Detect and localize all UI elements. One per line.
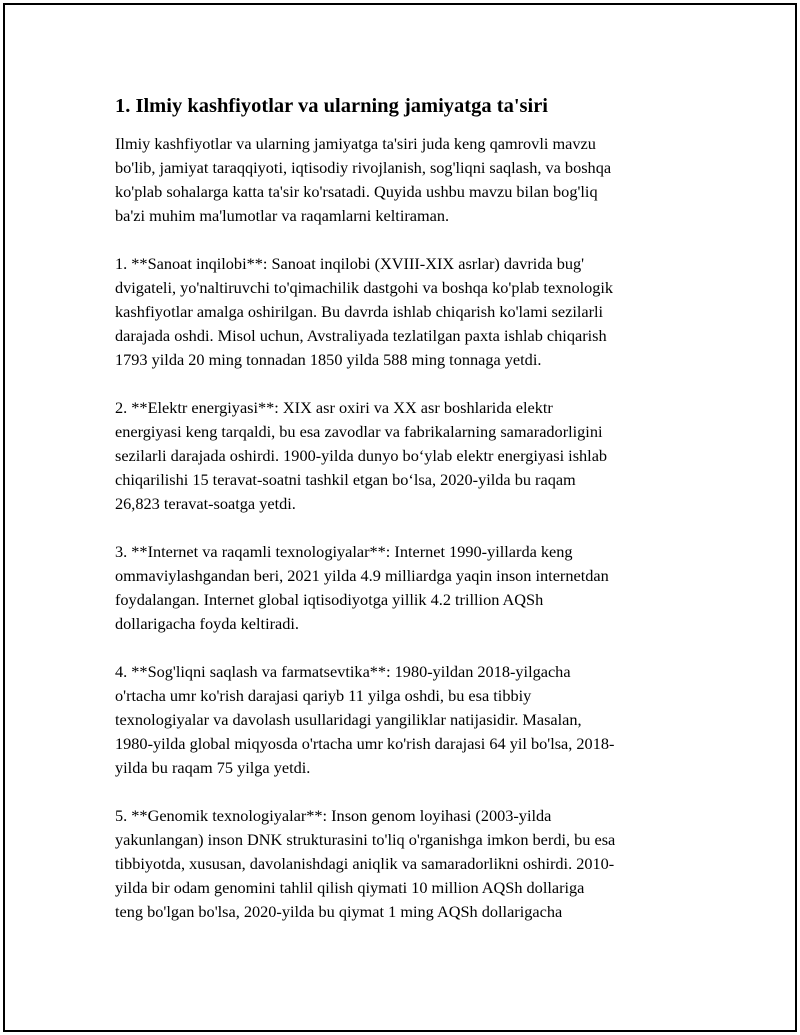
text-line: o'rtacha umr ko'rish darajasi qariyb 11 yilga oshdi, bu esa tibbiy [115,686,532,705]
text-line: 2. **Elektr energiyasi**: XIX asr oxiri va XX asr boshlarida elektr [115,398,553,417]
text-line: 4. **Sog'liqni saqlash va farmatsevtika**: 1980-yildan 2018-yilgacha [115,662,571,681]
text-line: texnologiyalar va davolash usullaridagi yangiliklar natijasidir. Masalan, [115,710,582,729]
text-line: 5. **Genomik texnologiyalar**: Inson genom loyihasi (2003-yilda [115,806,552,825]
text-line: ommaviylashgandan beri, 2021 yilda 4.9 milliardga yaqin inson internetdan [115,566,609,585]
text-line: yilda bu raqam 75 yilga yetdi. [115,758,311,777]
text-line: teng bo'lgan bo'lsa, 2020-yilda bu qiymat 1 ming AQSh dollarigacha [115,902,563,921]
list-item-paragraph [115,252,690,372]
text-line: 1793 yilda 20 ming tonnadan 1850 yilda 588 ming tonnaga yetdi. [115,350,542,369]
text-line: kashfiyotlar amalga oshirilgan. Bu davrda ishlab chiqarish ko'lami sezilarli [115,302,604,321]
text-line: tibbiyotda, xususan, davolanishdagi aniqlik va samaradorlikni oshirdi. 2010- [115,854,615,873]
text-line: foydalangan. Internet global iqtisodiyotga yillik 4.2 trillion AQSh [115,590,544,609]
intro-paragraph [115,132,690,228]
text-line: 26,823 teravat-soatga yetdi. [115,494,296,513]
list-item-paragraph [115,540,690,636]
section-heading: 1. Ilmiy kashfiyotlar va ularning jamiyatga ta'siri [115,95,548,117]
paragraph-list [115,132,690,924]
list-item-paragraph [115,660,690,780]
text-line: energiyasi keng tarqaldi, bu esa zavodlar va fabrikalarning samaradorligini [115,422,603,441]
text-line: sezilarli darajada oshirdi. 1900-yilda dunyo bo‘ylab elektr energiyasi ishlab [115,446,608,465]
text-line: dvigateli, yo'naltiruvchi to'qimachilik dastgohi va boshqa ko'plab texnologik [115,278,614,297]
text-line: yilda bir odam genomini tahlil qilish qiymati 10 million AQSh dollariga [115,878,585,897]
text-line: ko'plab sohalarga katta ta'sir ko'rsatadi. Quyida ushbu mavzu bilan bog'liq [115,182,598,201]
text-line: bo'lib, jamiyat taraqqiyoti, iqtisodiy rivojlanish, sog'liqni saqlash, va boshqa [115,158,612,177]
text-line: 1. **Sanoat inqilobi**: Sanoat inqilobi (XVIII-XIX asrlar) davrida bug' [115,254,585,273]
text-line: ba'zi muhim ma'lumotlar va raqamlarni keltiraman. [115,206,450,225]
text-line: yakunlangan) inson DNK strukturasini to'liq o'rganishga imkon berdi, bu esa [115,830,616,849]
document-body [115,92,690,948]
text-line: dollarigacha foyda keltiradi. [115,614,299,633]
list-item-paragraph [115,396,690,516]
list-item-paragraph [115,804,690,924]
text-line: Ilmiy kashfiyotlar va ularning jamiyatga ta'siri juda keng qamrovli mavzu [115,134,596,153]
text-line: 1980-yilda global miqyosda o'rtacha umr ko'rish darajasi 64 yil bo'lsa, 2018- [115,734,615,753]
text-line: darajada oshdi. Misol uchun, Avstraliyada tezlatilgan paxta ishlab chiqarish [115,326,607,345]
text-line: chiqarilishi 15 teravat-soatni tashkil etgan bo‘lsa, 2020-yilda bu raqam [115,470,576,489]
text-line: 3. **Internet va raqamli texnologiyalar**: Internet 1990-yillarda keng [115,542,573,561]
